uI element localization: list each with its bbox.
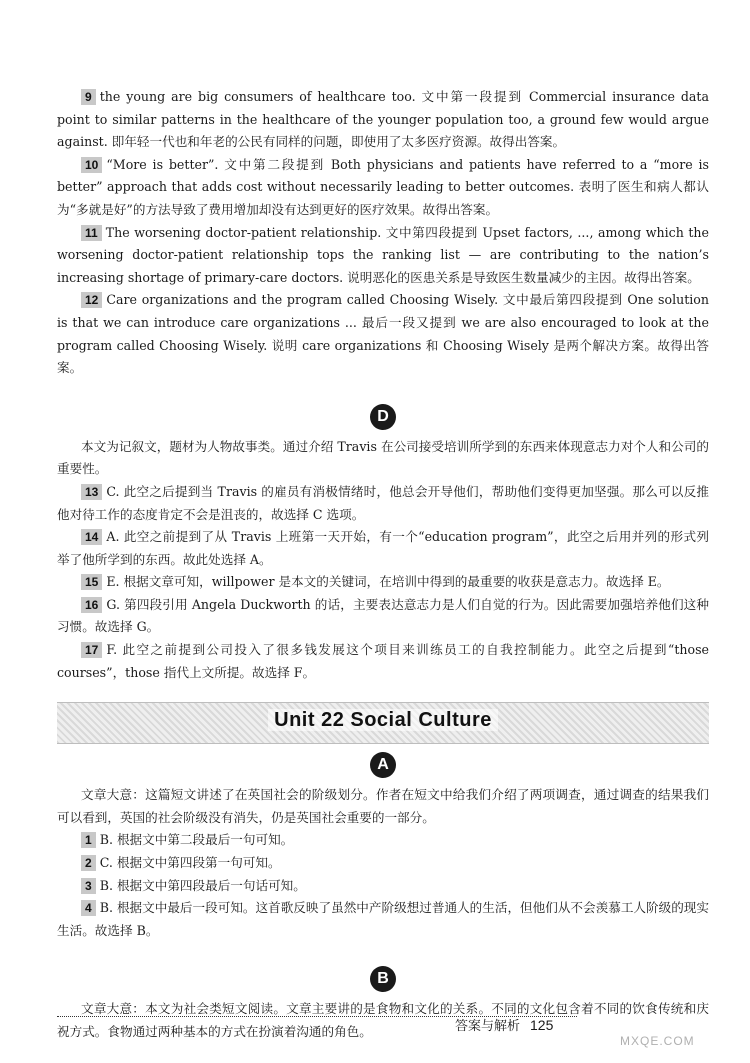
page-content bbox=[57, 86, 709, 1044]
item-number: 12 bbox=[81, 292, 102, 308]
watermark: MXQE.COM bbox=[620, 1034, 695, 1048]
item-number: 11 bbox=[81, 225, 102, 241]
item-text: E. 根据文章可知，willpower 是本文的关键词，在培训中得到的最重要的收获是意志力。故选择 E。 bbox=[106, 574, 670, 590]
answer-item-11 bbox=[57, 222, 709, 290]
item-text: the young are big consumers of healthcare too. 文中第一段提到 Commercial insurance data point to similar patterns in the healthcare of the younger population too, a ground few would argue against. 即年轻一代也和年老的公民有同样的问题，即使用了太多医疗资源。故得出答案。 bbox=[57, 89, 709, 150]
item-number: 2 bbox=[81, 855, 96, 871]
footer-label: 答案与解析 bbox=[455, 1018, 521, 1033]
item-number: 9 bbox=[81, 89, 96, 105]
item-number: 14 bbox=[81, 529, 102, 545]
item-number: 13 bbox=[81, 484, 102, 500]
answer-item-16 bbox=[57, 594, 709, 639]
section-letter-badge: D bbox=[370, 404, 396, 430]
item-number: 17 bbox=[81, 642, 102, 658]
item-text: C. 此空之后提到当 Travis 的雇员有消极情绪时，他总会开导他们，帮助他们变得更加坚强。那么可以反推他对待工作的态度肯定不会是沮丧的，故选择 C 选项。 bbox=[57, 483, 709, 522]
page-number: 125 bbox=[530, 1017, 554, 1033]
item-number: 10 bbox=[81, 157, 102, 173]
answer-item-4 bbox=[57, 897, 709, 942]
answer-item-12 bbox=[57, 289, 709, 379]
item-text: B. 根据文中第四段最后一句话可知。 bbox=[99, 877, 306, 893]
answer-item-15 bbox=[57, 571, 709, 594]
section-a-intro: 文章大意：这篇短文讲述了在英国社会的阶级划分。作者在短文中给我们介绍了两项调查，通过调查的结果我们可以看到，英国的社会阶级没有消失，仍是英国社会重要的一部分。 bbox=[57, 787, 709, 825]
item-text: F. 此空之前提到公司投入了很多钱发展这个项目来训练员工的自我控制能力。此空之后提到“those courses”，those 指代上文所提。故选择 F。 bbox=[57, 642, 709, 680]
section-letter-badge: B bbox=[370, 966, 396, 992]
section-b-header bbox=[57, 966, 709, 992]
item-text: Care organizations and the program called Choosing Wisely. 文中最后第四段提到 One solution is that we can introduce care organizations ... 最后一段又提到 we are also encouraged to look at the program called Choosing Wisely. 说明 care organizations 和 Choosing Wisely 是两个解决方案。故得出答案。 bbox=[57, 292, 709, 376]
section-d-header bbox=[57, 404, 709, 430]
answer-item-3 bbox=[57, 875, 709, 898]
answer-item-14 bbox=[57, 526, 709, 571]
item-number: 3 bbox=[81, 878, 96, 894]
item-text: A. 此空之前提到了从 Travis 上班第一天开始，有一个“education program”，此空之后用并列的形式列举了他所学到的东西。故此处选择 A。 bbox=[57, 529, 709, 567]
item-number: 15 bbox=[81, 574, 102, 590]
answer-item-1 bbox=[57, 829, 709, 852]
answer-item-2 bbox=[57, 852, 709, 875]
item-text: B. 根据文中最后一段可知。这首歌反映了虽然中产阶级想过普通人的生活，但他们从不会羡慕工人阶级的现实生活。故选择 B。 bbox=[57, 900, 709, 938]
section-a-header bbox=[57, 752, 709, 778]
item-number: 4 bbox=[81, 900, 96, 916]
unit-banner bbox=[57, 702, 709, 744]
section-letter-badge: A bbox=[370, 752, 396, 778]
item-text: C. 根据文中第四段第一句可知。 bbox=[99, 855, 281, 871]
item-text: G. 第四段引用 Angela Duckworth 的话，主要表达意志力是人们自觉的行为。因此需要加强培养他们这种习惯。故选择 G。 bbox=[57, 596, 709, 635]
answer-item-9 bbox=[57, 86, 709, 154]
item-text: B. 根据文中第二段最后一句可知。 bbox=[99, 832, 294, 848]
item-text: The worsening doctor-patient relationship. 文中第四段提到 Upset factors, ..., among which the worsening doctor-patient relationship tops the ranking list — are contributing to the nation’s increasing shortage of primary-care doctors. 说明恶化的医患关系是导致医生数量减少的主因。故得出答案。 bbox=[57, 224, 709, 285]
answer-item-17 bbox=[57, 639, 709, 684]
answer-item-10 bbox=[57, 154, 709, 222]
item-number: 16 bbox=[81, 597, 102, 613]
section-d-intro: 本文为记叙文，题材为人物故事类。通过介绍 Travis 在公司接受培训所学到的东西来体现意志力对个人和公司的重要性。 bbox=[57, 438, 709, 477]
item-number: 1 bbox=[81, 832, 96, 848]
section-b-intro: 文章大意：本文为社会类短文阅读。文章主要讲的是食物和文化的关系。不同的文化包含着不同的饮食传统和庆祝方式。食物通过两种基本的方式在扮演着沟通的角色。 bbox=[57, 1001, 709, 1039]
answer-item-13 bbox=[57, 481, 709, 526]
page-footer bbox=[455, 1014, 553, 1038]
item-text: “More is better”. 文中第二段提到 Both physicians and patients have referred to a “more is better” approach that adds cost without necessarily leading to better outcomes. 表明了医生和病人都认为“多就是好”的方法导致了费用增加却没有达到更好的医疗效果。故得出答案。 bbox=[57, 156, 709, 217]
unit-title: Unit 22 Social Culture bbox=[268, 709, 498, 731]
